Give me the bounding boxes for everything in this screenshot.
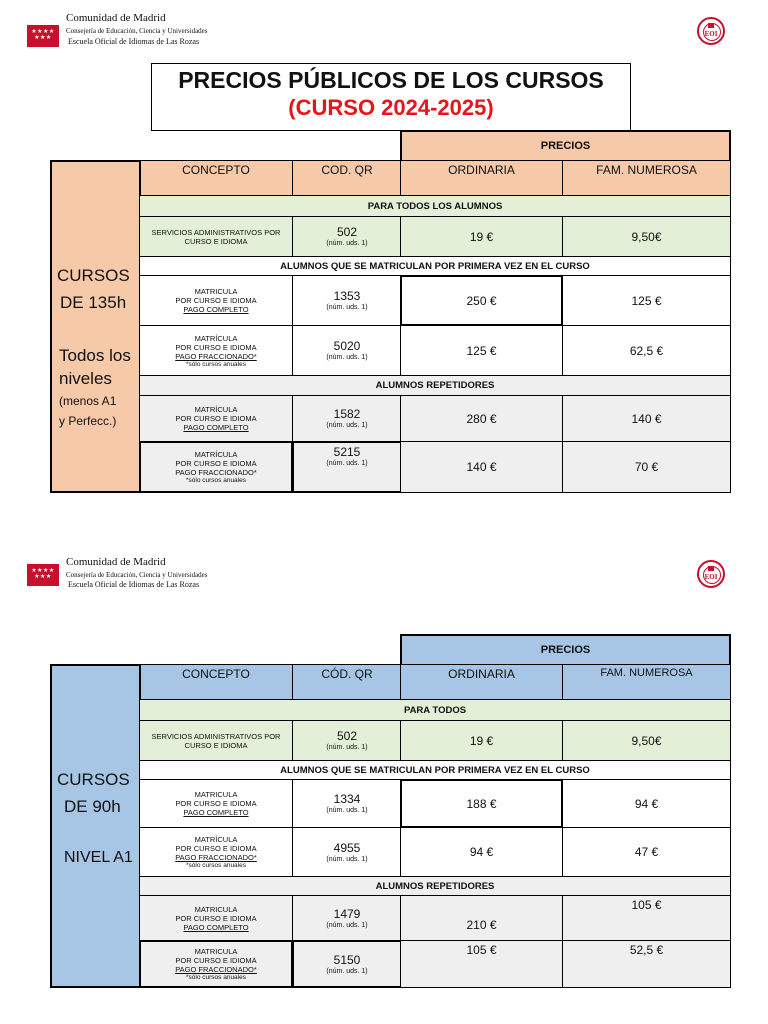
- header-dept: Consejería de Educación, Ciencia y Universidades: [66, 27, 208, 35]
- concepto-cell: MATRÍCULA POR CURSO E IDIOMA PAGO COMPLETO: [139, 395, 293, 442]
- ordinaria-price: 140 €: [400, 441, 563, 493]
- concepto-cell: MATRICULA POR CURSO E IDIOMA PAGO COMPLETO: [139, 779, 293, 828]
- qr-code-cell: 5020 (núm. uds. 1): [292, 325, 402, 376]
- numerosa-price: 125 €: [562, 275, 731, 326]
- cod-qr-header: COD. QR: [292, 160, 402, 196]
- numerosa-price: 62,5 €: [562, 325, 731, 376]
- ordinaria-header: ORDINARIA: [400, 160, 563, 196]
- side-line-2: DE 90h: [64, 797, 121, 816]
- header-org: Comunidad de Madrid: [66, 556, 166, 568]
- ordinaria-price: 188 €: [400, 779, 563, 828]
- section-primera: ALUMNOS QUE SE MATRICULAN POR PRIMERA VEZ EN EL CURSO: [139, 760, 731, 780]
- numerosa-price: 52,5 €: [562, 940, 731, 988]
- comunidad-madrid-flag-icon: ★★★★ ★★★: [27, 564, 59, 586]
- course-side-cell: [50, 160, 141, 493]
- side-line-1: CURSOS: [57, 266, 130, 285]
- concepto-header: CONCEPTO: [139, 664, 293, 700]
- side-line-4: niveles: [59, 369, 112, 388]
- ordinaria-price: 250 €: [400, 275, 563, 326]
- numerosa-header: FAM. NUMEROSA: [562, 160, 731, 196]
- ordinaria-price: 280 €: [400, 395, 563, 442]
- ordinaria-price: 94 €: [400, 827, 563, 877]
- side-line-5: (menos A1: [59, 394, 117, 408]
- ordinaria-price: 19 €: [400, 720, 563, 761]
- eoi-logo-icon: EOI: [697, 17, 725, 45]
- qr-code-cell: 1582 (núm. uds. 1): [292, 395, 402, 442]
- numerosa-price: 94 €: [562, 779, 731, 828]
- numerosa-header: FAM. NUMEROSA: [562, 664, 731, 700]
- qr-code-cell: 5215 (núm. uds. 1): [292, 441, 402, 493]
- cod-qr-header: CÓD. QR: [292, 664, 402, 700]
- section-todos: PARA TODOS LOS ALUMNOS: [139, 195, 731, 217]
- concepto-cell: MATRICULA POR CURSO E IDIOMA PAGO COMPLETO: [139, 895, 293, 941]
- side-line-2: DE 135h: [60, 293, 127, 312]
- concepto-cell: MATRÍCULA POR CURSO E IDIOMA PAGO FRACCIONADO* *sólo cursos anuales: [139, 441, 293, 493]
- concepto-cell: SERVICIOS ADMINISTRATIVOS POR CURSO E IDIOMA: [139, 720, 293, 761]
- page-title: PRECIOS PÚBLICOS DE LOS CURSOS: [178, 67, 604, 93]
- ordinaria-price: 19 €: [400, 216, 563, 257]
- ordinaria-header: ORDINARIA: [400, 664, 563, 700]
- qr-code-cell: 502 (núm. uds. 1): [292, 720, 402, 761]
- numerosa-price: 105 €: [562, 895, 731, 941]
- ordinaria-price: 105 €: [400, 940, 563, 988]
- side-line-6: y Perfecc.): [59, 414, 117, 428]
- numerosa-price: 70 €: [562, 441, 731, 493]
- comunidad-madrid-flag-icon: ★★★★ ★★★: [27, 25, 59, 47]
- side-line-3: Todos los: [59, 346, 131, 365]
- header-org: Comunidad de Madrid: [66, 12, 166, 24]
- concepto-cell: MATRICULA POR CURSO E IDIOMA PAGO COMPLETO: [139, 275, 293, 326]
- side-line-1: CURSOS: [57, 770, 130, 789]
- qr-code-cell: 1353 (núm. uds. 1): [292, 275, 402, 326]
- qr-code-cell: 502 (núm. uds. 1): [292, 216, 402, 257]
- section-primera: ALUMNOS QUE SE MATRICULAN POR PRIMERA VEZ EN EL CURSO: [139, 256, 731, 276]
- qr-code-cell: 5150 (núm. uds. 1): [292, 940, 402, 988]
- qr-code-cell: 1479 (núm. uds. 1): [292, 895, 402, 941]
- ordinaria-price: 125 €: [400, 325, 563, 376]
- header-school: Escuela Oficial de Idiomas de Las Rozas: [68, 580, 200, 589]
- course-side-cell: [50, 664, 141, 988]
- side-line-3: NIVEL A1: [64, 849, 133, 866]
- title-box: [151, 63, 631, 131]
- ordinaria-price: 210 €: [400, 895, 563, 941]
- concepto-cell: SERVICIOS ADMINISTRATIVOS POR CURSO E IDIOMA: [139, 216, 293, 257]
- page-subtitle: (CURSO 2024-2025): [288, 95, 494, 120]
- qr-code-cell: 1334 (núm. uds. 1): [292, 779, 402, 828]
- numerosa-price: 9,50€: [562, 720, 731, 761]
- section-todos: PARA TODOS: [139, 699, 731, 721]
- concepto-header: CONCEPTO: [139, 160, 293, 196]
- header-school: Escuela Oficial de Idiomas de Las Rozas: [68, 37, 200, 46]
- numerosa-price: 140 €: [562, 395, 731, 442]
- precios-header: PRECIOS: [400, 130, 731, 162]
- numerosa-price: 47 €: [562, 827, 731, 877]
- section-repetidores: ALUMNOS REPETIDORES: [139, 375, 731, 396]
- concepto-cell: MATRÍCULA POR CURSO E IDIOMA PAGO FRACCIONADO* *sólo cursos anuales: [139, 325, 293, 376]
- precios-header: PRECIOS: [400, 634, 731, 666]
- concepto-cell: MATRICULA POR CURSO E IDIOMA PAGO FRACCIONADO* *sólo cursos anuales: [139, 940, 293, 988]
- numerosa-price: 9,50€: [562, 216, 731, 257]
- section-repetidores: ALUMNOS REPETIDORES: [139, 876, 731, 896]
- qr-code-cell: 4955 (núm. uds. 1): [292, 827, 402, 877]
- header-dept: Consejería de Educación, Ciencia y Universidades: [66, 571, 208, 579]
- concepto-cell: MATRÍCULA POR CURSO E IDIOMA PAGO FRACCIONADO* *sólo cursos anuales: [139, 827, 293, 877]
- eoi-logo-icon: EOI: [697, 560, 725, 588]
